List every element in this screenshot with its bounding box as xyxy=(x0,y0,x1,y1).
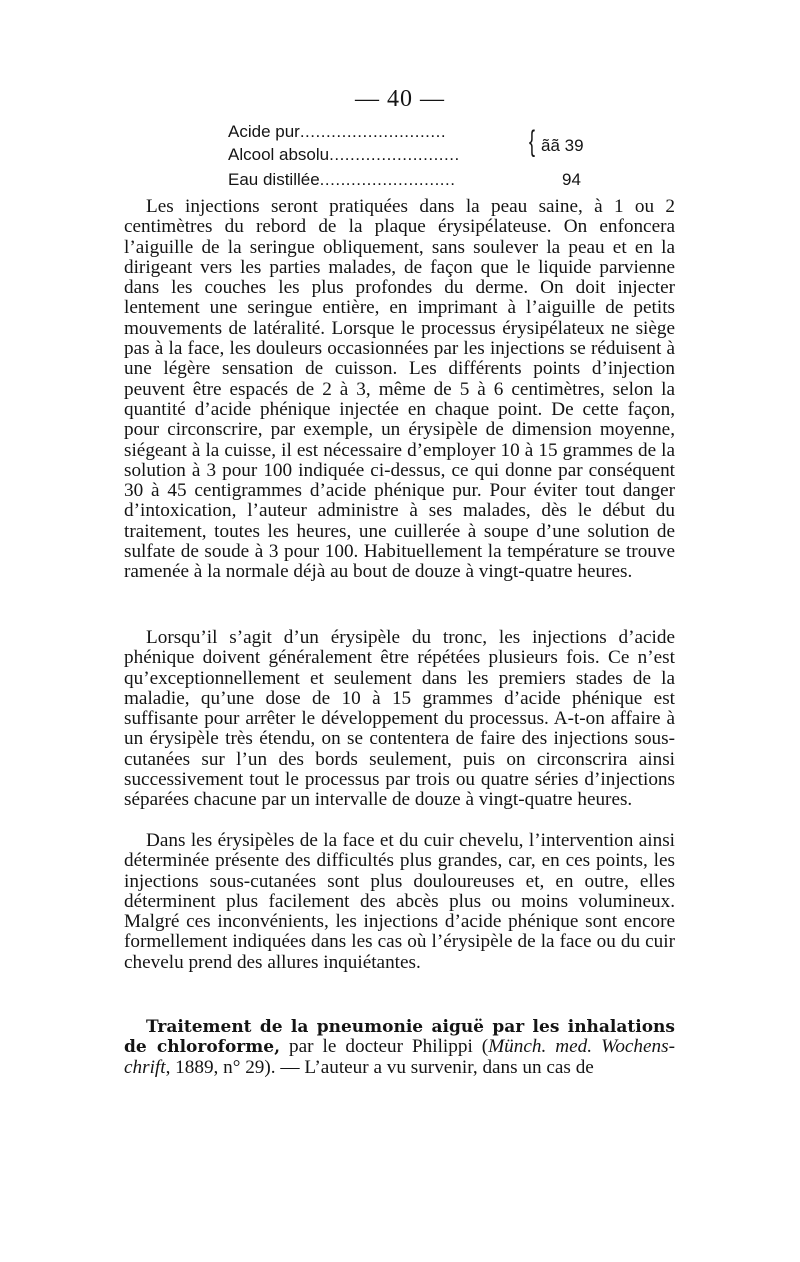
recipe-quantity: 94 xyxy=(562,170,581,189)
article-author: par le docteur Philippi ( xyxy=(280,1036,489,1058)
paragraph xyxy=(124,628,675,811)
recipe-ingredient: Acide pur xyxy=(228,122,300,141)
recipe-ingredient: Alcool absolu xyxy=(228,145,330,164)
recipe-ingredient: Eau distillée xyxy=(228,170,320,189)
recipe-leader: .......................... xyxy=(319,170,456,189)
paragraph-text: Les injections seront pratiquées dans la peau saine, à 1 ou 2 centimètres du rebord de la plaque érysipélateuse. On enfoncera l’aiguille de la seringue obliquement, sans soulever la peau et en la dirigeant vers les parties malades, de façon que le liquide parvienne dans les couches les plus profondes du derme. On doit injecter lentement une seringue entière, en imprimant à l’aiguille de petits mouvements de latéralité. Lorsque le processus érysipélateux ne siège pas à la face, les douleurs occasionnées par les injections se réduisent à une légère sensation de cuisson. Les différents points d’injection peuvent être espacés de 2 à 3, même de 5 à 6 centimètres, selon la quantité d’acide phénique injectée en chaque point. De cette façon, pour circonscrire, par exemple, un érysipèle de dimension moyenne, siégeant à la cuisse, il est nécessaire d’employer 10 à 15 grammes de la solution à 3 pour 100 indiquée ci-dessus, ce qui donne par conséquent 30 à 45 centigrammes d’acide phénique pur. Pour éviter tout danger d’intoxication, l’auteur administre à ses malades, dès le début du traitement, toutes les heures, une cuillerée à soupe d’une solution de sulfate de soude à 3 pour 100. Habituellement la température se trouve ramenée à la normale déjà au bout de douze à vingt-quatre heures. xyxy=(124,196,675,583)
recipe-row xyxy=(228,122,446,142)
article-citation: , 1889, n° 29). — L’auteur a vu survenir, dans un cas de xyxy=(165,1056,594,1078)
recipe-row xyxy=(228,170,455,190)
article-title: Traitement de la pneumonie aiguë par les inhalations de chloroforme, xyxy=(124,1017,675,1058)
journal-name: Münch. med. Wochens-chrift xyxy=(124,1036,675,1078)
page-number: — 40 — xyxy=(355,86,445,112)
recipe-leader: ......................... xyxy=(329,145,460,164)
article-entry xyxy=(124,1017,675,1078)
paragraph-text: Dans les érysipèles de la face et du cuir chevelu, l’intervention ainsi déterminée présente des difficultés plus grandes, car, en ces points, les injections sous-cutanées sont plus douloureuses et, en outre, elles déterminent plus facilement des abcès plus ou moins volumineux. Malgré ces inconvénients, les injections d’acide phénique sont encore formellement indiquées dans les cas où l’érysipèle de la face ou du cuir chevelu prend des allures inquiétantes. xyxy=(124,830,675,973)
recipe-leader: ............................ xyxy=(299,122,447,141)
article-paragraph xyxy=(124,1017,675,1078)
paragraph-text: Lorsqu’il s’agit d’un érysipèle du tronc, les injections d’acide phénique doivent généralement être répétées plusieurs fois. Ce n’est qu’exceptionnellement et seulement dans les premiers stades de la maladie, qu’une dose de 10 à 15 grammes d’acide phénique est suffisante pour arrêter le développement du processus. A-t-on affaire à un érysipèle très étendu, on se contentera de faire des injections sous-cutanées sur l’un des bords seulement, puis on circonscrira ainsi successivement tout le processus par trois ou quatre séries d’injections séparées chacune par un intervalle de douze à vingt-quatre heures. xyxy=(124,627,675,811)
recipe-row xyxy=(228,145,460,165)
paragraph xyxy=(124,197,675,583)
brace-glyph: { xyxy=(529,125,536,158)
recipe-quantity: ãã 39 xyxy=(541,136,584,155)
paragraph xyxy=(124,831,675,973)
